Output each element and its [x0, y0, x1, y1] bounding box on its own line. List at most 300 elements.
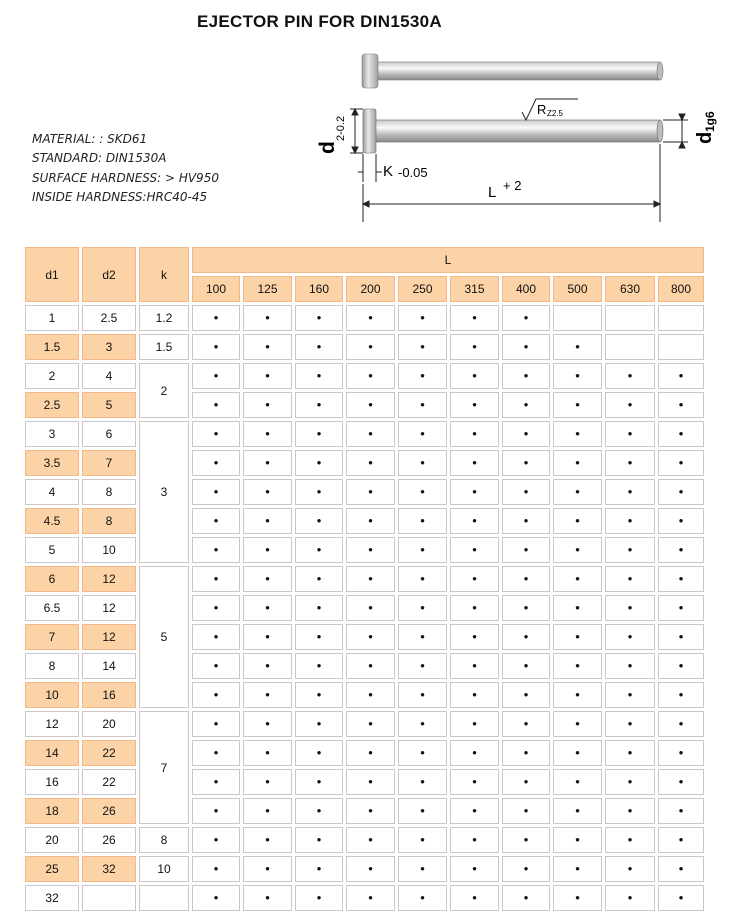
cell-availability — [605, 827, 655, 853]
availability-mark: • — [316, 890, 322, 905]
availability-mark: • — [265, 716, 270, 731]
table-row — [25, 827, 704, 853]
availability-mark: • — [575, 600, 580, 615]
availability-mark: • — [523, 745, 529, 760]
availability-mark: • — [420, 803, 425, 818]
cell-availability — [658, 595, 704, 621]
cell-availability — [295, 450, 343, 476]
availability-mark: • — [627, 600, 633, 615]
availability-mark: • — [213, 629, 219, 644]
cell-availability — [192, 856, 240, 882]
cell-availability — [605, 595, 655, 621]
availability-mark: • — [368, 368, 373, 383]
cell-availability — [450, 711, 499, 737]
cell-availability — [243, 827, 292, 853]
header-length: L — [192, 247, 704, 273]
header-length-160: 160 — [295, 276, 343, 302]
availability-mark: • — [575, 803, 580, 818]
cell-availability — [553, 450, 602, 476]
cell-availability — [502, 624, 550, 650]
availability-mark: • — [265, 832, 270, 847]
table-row — [25, 479, 704, 505]
cell-availability — [243, 740, 292, 766]
cell-d1: 4.5 — [25, 508, 79, 534]
availability-mark: • — [523, 629, 529, 644]
cell-availability — [243, 711, 292, 737]
cell-availability — [553, 740, 602, 766]
availability-mark: • — [368, 426, 373, 441]
table-row — [25, 392, 704, 418]
cell-availability — [605, 450, 655, 476]
cell-availability — [553, 798, 602, 824]
cell-availability — [502, 305, 550, 331]
cell-availability — [450, 595, 499, 621]
availability-mark: • — [213, 368, 219, 383]
cell-availability — [398, 537, 447, 563]
cell-availability — [192, 450, 240, 476]
availability-mark: • — [265, 658, 270, 673]
l-tolerance: + 2 — [503, 178, 522, 193]
cell-availability — [295, 624, 343, 650]
cell-availability — [346, 827, 395, 853]
cell-availability — [553, 682, 602, 708]
cell-availability — [450, 305, 499, 331]
availability-mark: • — [265, 513, 270, 528]
cell-availability — [658, 624, 704, 650]
d1-tolerance: 1g6 — [703, 111, 717, 132]
availability-mark: • — [420, 890, 425, 905]
cell-availability — [605, 769, 655, 795]
cell-availability — [295, 653, 343, 679]
cell-availability — [192, 363, 240, 389]
availability-mark: • — [472, 339, 477, 354]
availability-mark: • — [420, 571, 425, 586]
availability-mark: • — [213, 861, 219, 876]
cell-availability — [553, 566, 602, 592]
cell-availability — [243, 334, 292, 360]
cell-availability — [243, 682, 292, 708]
cell-availability — [450, 740, 499, 766]
cell-availability — [502, 508, 550, 534]
cell-d1: 7 — [25, 624, 79, 650]
cell-availability — [398, 798, 447, 824]
header-length-125: 125 — [243, 276, 292, 302]
availability-mark: • — [368, 658, 373, 673]
availability-mark: • — [472, 890, 477, 905]
availability-mark: • — [265, 426, 270, 441]
cell-availability — [243, 450, 292, 476]
cell-availability — [605, 305, 655, 331]
availability-mark: • — [213, 600, 219, 615]
table-row — [25, 508, 704, 534]
availability-mark: • — [213, 687, 219, 702]
cell-availability — [192, 711, 240, 737]
l-label: L — [488, 184, 497, 201]
cell-k: 7 — [139, 711, 189, 824]
availability-mark: • — [265, 339, 270, 354]
availability-mark: • — [213, 716, 219, 731]
availability-mark: • — [523, 368, 529, 383]
cell-availability — [192, 392, 240, 418]
cell-availability — [553, 624, 602, 650]
availability-mark: • — [523, 803, 529, 818]
availability-mark: • — [627, 571, 633, 586]
header-d2: d2 — [82, 247, 136, 302]
cell-availability — [553, 537, 602, 563]
cell-availability — [658, 421, 704, 447]
cell-availability — [192, 682, 240, 708]
availability-mark: • — [575, 571, 580, 586]
cell-availability — [398, 827, 447, 853]
cell-availability — [502, 363, 550, 389]
cell-d1: 1.5 — [25, 334, 79, 360]
cell-availability — [398, 653, 447, 679]
cell-d2: 16 — [82, 682, 136, 708]
availability-mark: • — [575, 455, 580, 470]
availability-mark: • — [472, 832, 477, 847]
availability-mark: • — [316, 339, 322, 354]
cell-availability — [553, 392, 602, 418]
cell-d1: 4 — [25, 479, 79, 505]
spec-surface-hardness: SURFACE HARDNESS: > HV950 — [32, 170, 219, 185]
cell-availability — [398, 508, 447, 534]
availability-mark: • — [523, 687, 529, 702]
availability-mark: • — [265, 745, 270, 760]
availability-mark: • — [627, 745, 633, 760]
availability-mark: • — [420, 658, 425, 673]
cell-availability — [450, 363, 499, 389]
availability-mark: • — [265, 397, 270, 412]
table-row — [25, 595, 704, 621]
table-row — [25, 537, 704, 563]
availability-mark: • — [678, 774, 684, 789]
cell-availability — [658, 334, 704, 360]
cell-availability — [398, 450, 447, 476]
cell-availability — [243, 305, 292, 331]
cell-availability — [243, 624, 292, 650]
availability-mark: • — [678, 687, 684, 702]
spec-standard: STANDARD: DIN1530A — [32, 151, 167, 166]
cell-availability — [295, 363, 343, 389]
d2-tolerance: 2-0.2 — [335, 115, 347, 141]
cell-availability — [553, 305, 602, 331]
availability-mark: • — [316, 542, 322, 557]
cell-availability — [295, 334, 343, 360]
cell-k: 2 — [139, 363, 189, 418]
cell-d1: 14 — [25, 740, 79, 766]
availability-mark: • — [472, 716, 477, 731]
cell-d2: 20 — [82, 711, 136, 737]
cell-availability — [398, 479, 447, 505]
cell-availability — [553, 363, 602, 389]
cell-availability — [450, 450, 499, 476]
availability-mark: • — [678, 600, 684, 615]
availability-mark: • — [213, 542, 219, 557]
cell-k: 5 — [139, 566, 189, 708]
availability-mark: • — [472, 745, 477, 760]
cell-availability — [450, 885, 499, 911]
availability-mark: • — [420, 397, 425, 412]
cell-d2 — [82, 885, 136, 911]
availability-mark: • — [265, 861, 270, 876]
table-header — [25, 247, 704, 302]
cell-d2: 22 — [82, 769, 136, 795]
cell-availability — [605, 682, 655, 708]
availability-mark: • — [316, 861, 322, 876]
cell-d2: 8 — [82, 479, 136, 505]
availability-mark: • — [627, 397, 633, 412]
cell-availability — [243, 798, 292, 824]
cell-d1: 32 — [25, 885, 79, 911]
cell-availability — [658, 827, 704, 853]
cell-d2: 12 — [82, 595, 136, 621]
d2-label: d — [316, 141, 339, 154]
availability-mark: • — [627, 368, 633, 383]
cell-availability — [243, 479, 292, 505]
cell-availability — [398, 769, 447, 795]
cell-availability — [295, 798, 343, 824]
cell-availability — [658, 305, 704, 331]
cell-availability — [658, 363, 704, 389]
cell-d1: 20 — [25, 827, 79, 853]
cell-availability — [243, 537, 292, 563]
cell-d2: 3 — [82, 334, 136, 360]
availability-mark: • — [420, 455, 425, 470]
cell-d1: 2.5 — [25, 392, 79, 418]
availability-mark: • — [472, 426, 477, 441]
availability-mark: • — [472, 658, 477, 673]
cell-availability — [502, 885, 550, 911]
cell-availability — [553, 334, 602, 360]
availability-mark: • — [420, 426, 425, 441]
availability-mark: • — [213, 890, 219, 905]
availability-mark: • — [265, 484, 270, 499]
cell-k: 10 — [139, 856, 189, 882]
cell-availability — [398, 392, 447, 418]
availability-mark: • — [678, 861, 684, 876]
availability-mark: • — [678, 803, 684, 818]
cell-availability — [553, 711, 602, 737]
availability-mark: • — [213, 484, 219, 499]
table-row — [25, 798, 704, 824]
availability-mark: • — [575, 745, 580, 760]
cell-availability — [502, 827, 550, 853]
availability-mark: • — [678, 484, 684, 499]
availability-mark: • — [523, 890, 529, 905]
cell-availability — [502, 798, 550, 824]
availability-mark: • — [265, 368, 270, 383]
cell-availability — [450, 421, 499, 447]
cell-d2: 22 — [82, 740, 136, 766]
cell-d1: 6.5 — [25, 595, 79, 621]
cell-d2: 2.5 — [82, 305, 136, 331]
table-body — [25, 305, 704, 911]
cell-k: 1.5 — [139, 334, 189, 360]
availability-mark: • — [575, 397, 580, 412]
cell-availability — [243, 769, 292, 795]
availability-mark: • — [420, 629, 425, 644]
cell-availability — [502, 450, 550, 476]
availability-mark: • — [213, 339, 219, 354]
availability-mark: • — [472, 368, 477, 383]
cell-availability — [295, 885, 343, 911]
cell-availability — [398, 334, 447, 360]
availability-mark: • — [627, 426, 633, 441]
cell-availability — [502, 682, 550, 708]
availability-mark: • — [627, 832, 633, 847]
availability-mark: • — [420, 745, 425, 760]
cell-k: 1.2 — [139, 305, 189, 331]
availability-mark: • — [368, 455, 373, 470]
cell-d2: 12 — [82, 624, 136, 650]
cell-availability — [605, 740, 655, 766]
availability-mark: • — [316, 571, 322, 586]
table-row — [25, 711, 704, 737]
availability-mark: • — [575, 774, 580, 789]
cell-d1: 8 — [25, 653, 79, 679]
cell-d2: 26 — [82, 827, 136, 853]
cell-availability — [192, 595, 240, 621]
availability-mark: • — [316, 745, 322, 760]
cell-d1: 1 — [25, 305, 79, 331]
cell-availability — [346, 595, 395, 621]
availability-mark: • — [523, 310, 529, 325]
availability-mark: • — [265, 803, 270, 818]
cell-availability — [605, 624, 655, 650]
availability-mark: • — [420, 600, 425, 615]
availability-mark: • — [678, 397, 684, 412]
availability-mark: • — [523, 600, 529, 615]
availability-mark: • — [420, 368, 425, 383]
availability-mark: • — [472, 484, 477, 499]
availability-mark: • — [265, 629, 270, 644]
availability-mark: • — [523, 455, 529, 470]
cell-availability — [346, 421, 395, 447]
table-row — [25, 566, 704, 592]
d1-dimension — [663, 114, 688, 148]
availability-mark: • — [368, 310, 373, 325]
cell-availability — [450, 624, 499, 650]
header-length-400: 400 — [502, 276, 550, 302]
availability-mark: • — [316, 803, 322, 818]
cell-availability — [502, 392, 550, 418]
availability-mark: • — [368, 629, 373, 644]
cell-availability — [346, 769, 395, 795]
availability-mark: • — [627, 658, 633, 673]
availability-mark: • — [420, 339, 425, 354]
availability-mark: • — [213, 832, 219, 847]
availability-mark: • — [523, 832, 529, 847]
spec-list — [32, 130, 219, 207]
cell-availability — [295, 305, 343, 331]
cell-availability — [192, 537, 240, 563]
availability-mark: • — [265, 774, 270, 789]
cell-availability — [605, 479, 655, 505]
cell-availability — [553, 421, 602, 447]
availability-mark: • — [472, 600, 477, 615]
cell-availability — [450, 508, 499, 534]
availability-mark: • — [575, 832, 580, 847]
availability-mark: • — [627, 774, 633, 789]
cell-availability — [295, 421, 343, 447]
availability-mark: • — [523, 397, 529, 412]
cell-availability — [295, 682, 343, 708]
availability-mark: • — [368, 571, 373, 586]
header-d1: d1 — [25, 247, 79, 302]
k-tolerance: -0.05 — [398, 165, 428, 180]
availability-mark: • — [265, 687, 270, 702]
cell-availability — [243, 856, 292, 882]
cell-availability — [605, 885, 655, 911]
availability-mark: • — [316, 600, 322, 615]
cell-availability — [243, 885, 292, 911]
table-row — [25, 740, 704, 766]
cell-availability — [192, 827, 240, 853]
cell-availability — [398, 885, 447, 911]
availability-mark: • — [316, 513, 322, 528]
availability-mark: • — [627, 484, 633, 499]
cell-availability — [605, 392, 655, 418]
availability-mark: • — [523, 339, 529, 354]
cell-availability — [346, 508, 395, 534]
availability-mark: • — [472, 861, 477, 876]
availability-mark: • — [575, 629, 580, 644]
header-k: k — [139, 247, 189, 302]
availability-mark: • — [368, 513, 373, 528]
cell-k: 3 — [139, 421, 189, 563]
availability-mark: • — [523, 716, 529, 731]
availability-mark: • — [575, 658, 580, 673]
availability-mark: • — [420, 687, 425, 702]
cell-availability — [346, 856, 395, 882]
availability-mark: • — [523, 658, 529, 673]
availability-mark: • — [213, 658, 219, 673]
cell-availability — [398, 856, 447, 882]
availability-mark: • — [523, 774, 529, 789]
cell-availability — [553, 769, 602, 795]
page-title: EJECTOR PIN FOR DIN1530A — [197, 12, 442, 31]
cell-d1: 25 — [25, 856, 79, 882]
cell-availability — [450, 537, 499, 563]
cell-availability — [605, 566, 655, 592]
cell-availability — [605, 856, 655, 882]
cell-availability — [192, 479, 240, 505]
availability-mark: • — [575, 716, 580, 731]
availability-mark: • — [523, 513, 529, 528]
cell-availability — [295, 856, 343, 882]
cell-availability — [243, 508, 292, 534]
availability-mark: • — [368, 861, 373, 876]
cell-availability — [450, 653, 499, 679]
cell-availability — [346, 334, 395, 360]
availability-mark: • — [265, 600, 270, 615]
availability-mark: • — [472, 629, 477, 644]
header-length-315: 315 — [450, 276, 499, 302]
cell-d2: 7 — [82, 450, 136, 476]
cell-k: 8 — [139, 827, 189, 853]
availability-mark: • — [678, 716, 684, 731]
availability-mark: • — [472, 687, 477, 702]
availability-mark: • — [420, 774, 425, 789]
cell-availability — [658, 885, 704, 911]
cell-availability — [502, 856, 550, 882]
d2-dimension — [350, 109, 363, 153]
availability-mark: • — [265, 890, 270, 905]
cell-availability — [502, 334, 550, 360]
availability-mark: • — [316, 832, 322, 847]
availability-mark: • — [368, 716, 373, 731]
availability-mark: • — [678, 658, 684, 673]
